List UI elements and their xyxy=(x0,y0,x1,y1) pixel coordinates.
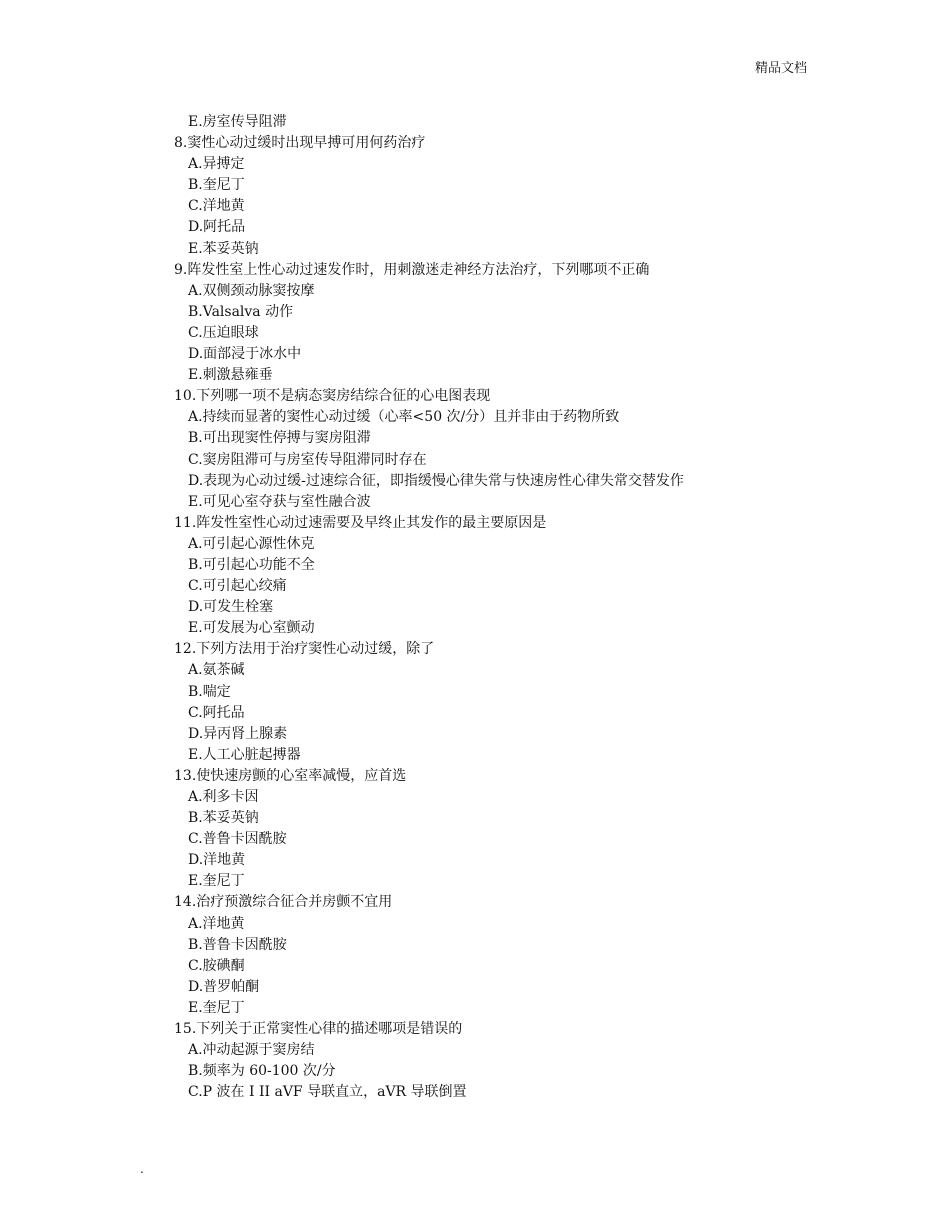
answer-option: E.苯妥英钠 xyxy=(188,240,259,257)
answer-option: E.奎尼丁 xyxy=(188,873,245,890)
answer-option: B.频率为 60-100 次/分 xyxy=(188,1063,336,1080)
page-header-label: 精品文档 xyxy=(755,61,808,76)
answer-option: C.洋地黄 xyxy=(188,198,245,215)
answer-option: B.奎尼丁 xyxy=(188,177,245,194)
question-stem: 8.窦性心动过缓时出现早搏可用何药治疗 xyxy=(174,135,426,152)
question-stem: 14.治疗预激综合征合并房颤不宜用 xyxy=(174,894,393,911)
footer-mark: . xyxy=(140,1162,144,1176)
question-stem: 10.下列哪一项不是病态窦房结综合征的心电图表现 xyxy=(174,388,491,405)
answer-option: E.房室传导阻滞 xyxy=(188,114,287,130)
answer-option: D.普罗帕酮 xyxy=(188,978,260,995)
answer-option: C.胺碘酮 xyxy=(188,957,245,974)
answer-option: C.可引起心绞痛 xyxy=(188,578,287,595)
answer-option: A.持续而显著的窦性心动过缓（心率<50 次/分）且并非由于药物所致 xyxy=(188,409,620,426)
question-stem: 11.阵发性室性心动过速需要及早终止其发作的最主要原因是 xyxy=(174,514,547,531)
answer-option: E.可发展为心室颤动 xyxy=(188,620,315,637)
answer-option: E.奎尼丁 xyxy=(188,999,245,1016)
answer-option: A.利多卡因 xyxy=(188,789,259,805)
answer-option: E.可见心室夺获与室性融合波 xyxy=(188,493,371,510)
answer-option: E.人工心脏起搏器 xyxy=(188,746,301,763)
answer-option: E.刺激悬雍垂 xyxy=(188,367,273,384)
answer-option: A.异搏定 xyxy=(188,156,245,173)
answer-option: D.表现为心动过缓-过速综合征，即指缓慢心律失常与快速房性心律失常交替发作 xyxy=(188,472,684,489)
question-stem: 12.下列方法用于治疗窦性心动过缓，除了 xyxy=(174,641,435,658)
answer-option: D.面部浸于冰水中 xyxy=(188,346,302,363)
question-stem: 15.下列关于正常窦性心律的描述哪项是错误的 xyxy=(174,1021,463,1038)
answer-option: A.可引起心源性休克 xyxy=(188,535,315,552)
answer-option: A.洋地黄 xyxy=(188,915,245,932)
answer-option: B.可引起心功能不全 xyxy=(188,556,315,573)
answer-option: D.异丙肾上腺素 xyxy=(188,725,288,742)
question-stem: 9.阵发性室上性心动过速发作时，用刺激迷走神经方法治疗，下列哪项不正确 xyxy=(174,261,650,278)
answer-option: D.洋地黄 xyxy=(188,852,246,869)
question-list xyxy=(174,112,914,1103)
answer-option: B.喘定 xyxy=(188,683,231,700)
answer-option: C.阿托品 xyxy=(188,704,245,721)
question-stem: 13.使快速房颤的心室率减慢，应首选 xyxy=(174,767,407,784)
answer-option: B.可出现窦性停搏与窦房阻滞 xyxy=(188,430,371,447)
answer-option: C.压迫眼球 xyxy=(188,324,259,341)
answer-option: B.苯妥英钠 xyxy=(188,810,259,827)
answer-option: A.双侧颈动脉窦按摩 xyxy=(188,282,315,299)
answer-option: B.Valsalva 动作 xyxy=(188,303,294,320)
answer-option: C.普鲁卡因酰胺 xyxy=(188,831,287,848)
answer-option: D.阿托品 xyxy=(188,219,246,236)
answer-option: B.普鲁卡因酰胺 xyxy=(188,936,287,953)
answer-option: A.冲动起源于窦房结 xyxy=(188,1042,315,1059)
answer-option: C.窦房阻滞可与房室传导阻滞同时存在 xyxy=(188,451,427,468)
answer-option: A.氨茶碱 xyxy=(188,662,245,679)
answer-option: C.P 波在 I II aVF 导联直立，aVR 导联倒置 xyxy=(188,1084,467,1101)
answer-option: D.可发生栓塞 xyxy=(188,599,274,616)
